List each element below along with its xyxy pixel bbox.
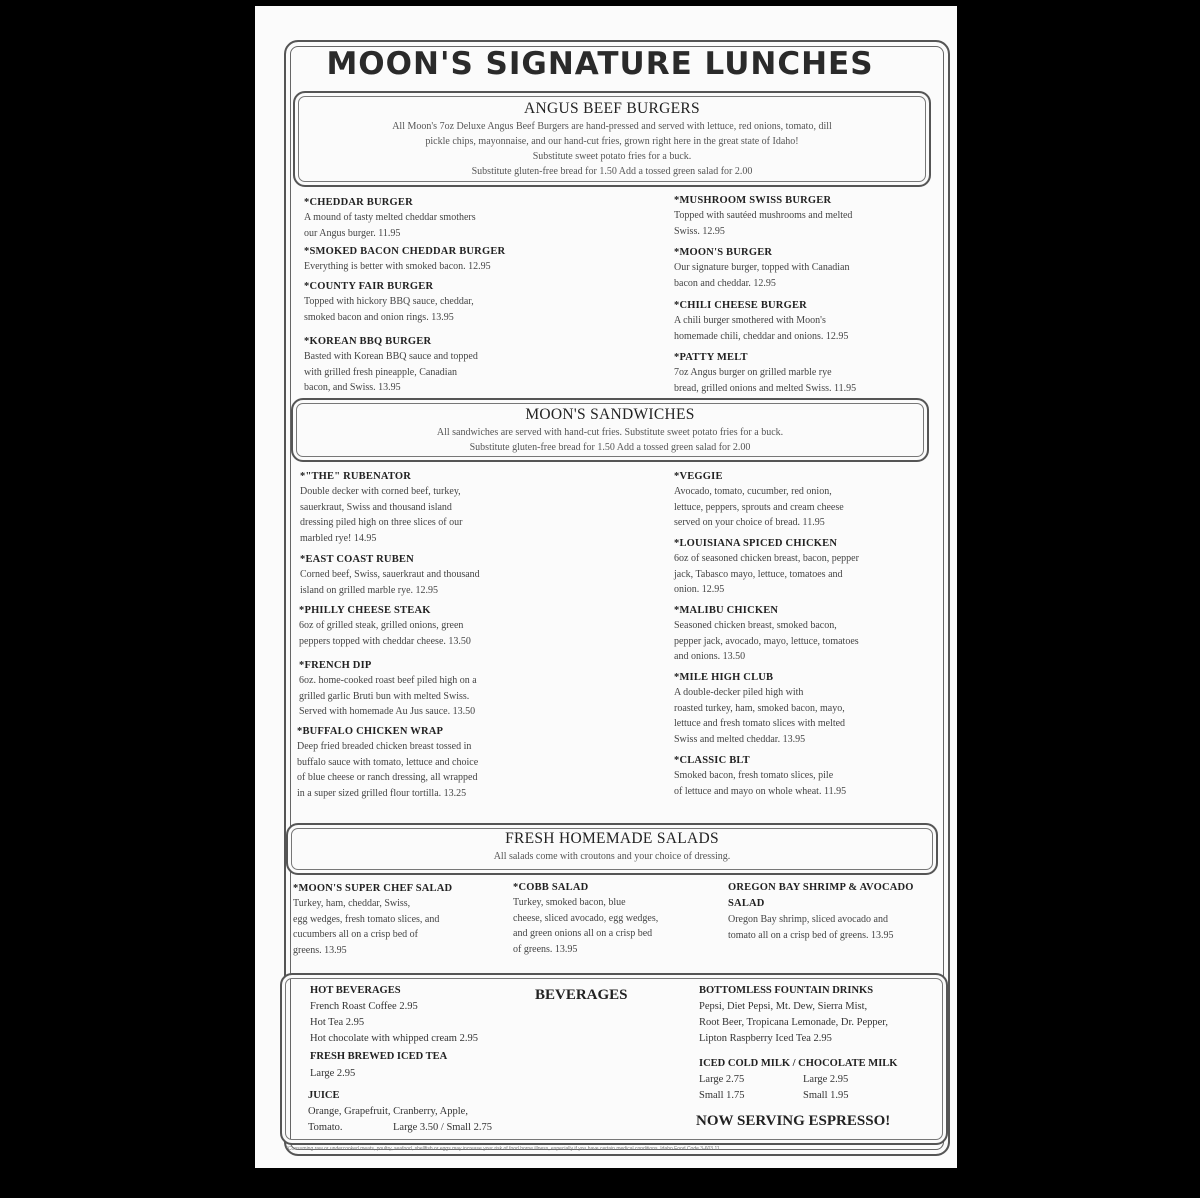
food-safety-footnote: *Consuming raw or undercooked meats, poultry, seafood, shellfish or eggs may increase your risk of food borne illness, especially if you have certain medical conditions. Idaho Food Code 3-603.11: [286, 1146, 720, 1152]
menu-item: *COBB SALAD Turkey, smoked bacon, blue cheese, sliced avocado, egg wedges, and green onions all on a crisp bed of greens. 13.95: [513, 882, 659, 955]
menu-item: *COUNTY FAIR BURGER Topped with hickory BBQ sauce, cheddar, smoked bacon and onion rings. 13.95: [304, 281, 474, 323]
beverage-line: Orange, Grapefruit, Cranberry, Apple,: [308, 1106, 468, 1117]
menu-item: *SMOKED BACON CHEDDAR BURGER Everything is better with smoked bacon. 12.95: [304, 246, 506, 272]
sandwiches-note-2: Substitute gluten-free bread for 1.50 Add a tossed green salad for 2.00: [469, 442, 751, 453]
menu-item: *VEGGIE Avocado, tomato, cucumber, red onion, lettuce, peppers, sprouts and cream cheese served on your choice of bread. 11.95: [674, 471, 844, 528]
burgers-note-1: All Moon's 7oz Deluxe Angus Beef Burgers are hand-pressed and served with lettuce, red onions, tomato, dill: [392, 121, 832, 132]
chocolate-milk-large: Large 2.95: [803, 1074, 849, 1085]
menu-item: *CHEDDAR BURGER A mound of tasty melted cheddar smothers our Angus burger. 11.95: [304, 197, 476, 239]
beverage-line: Lipton Raspberry Iced Tea 2.95: [699, 1033, 832, 1044]
milk-small: Small 1.75: [699, 1090, 745, 1101]
salads-header-box: [286, 823, 938, 875]
menu-item: *MOON'S BURGER Our signature burger, topped with Canadian bacon and cheddar. 12.95: [674, 247, 850, 289]
burgers-heading: ANGUS BEEF BURGERS: [524, 100, 700, 117]
menu-item: *CHILI CHEESE BURGER A chili burger smothered with Moon's homemade chili, cheddar and onions. 12.95: [674, 300, 849, 342]
beverage-line: Pepsi, Diet Pepsi, Mt. Dew, Sierra Mist,: [699, 1001, 868, 1012]
burgers-note-4: Substitute gluten-free bread for 1.50 Add a tossed green salad for 2.00: [471, 166, 753, 177]
menu-item: *CLASSIC BLT Smoked bacon, fresh tomato slices, pile of lettuce and mayo on whole wheat. 11.95: [674, 755, 847, 797]
beverage-line: Large 2.95: [310, 1068, 356, 1079]
menu-item: *"THE" RUBENATOR Double decker with corned beef, turkey, sauerkraut, Swiss and thousand island dressing piled high on three slices of our marbled rye! 14.95: [300, 471, 463, 544]
menu-item: *PHILLY CHEESE STEAK 6oz of grilled steak, grilled onions, green peppers topped with cheddar cheese. 13.50: [299, 605, 471, 647]
menu-item: *KOREAN BBQ BURGER Basted with Korean BBQ sauce and topped with grilled fresh pineapple, Canadian bacon, and Swiss. 13.95: [304, 336, 478, 393]
burgers-note-2: pickle chips, mayonnaise, and our hand-cut fries, grown right here in the great state of Idaho!: [425, 136, 799, 147]
beverage-line: Hot chocolate with whipped cream 2.95: [310, 1033, 478, 1044]
menu-title: MOON'S SIGNATURE LUNCHES: [326, 46, 874, 82]
salads-note: All salads come with croutons and your choice of dressing.: [493, 851, 731, 862]
menu-item: *MILE HIGH CLUB A double-decker piled high with roasted turkey, ham, smoked bacon, mayo, lettuce and fresh tomato slices with melted Swiss and melted cheddar. 13.95: [674, 672, 846, 745]
menu-item: *PATTY MELT 7oz Angus burger on grilled marble rye bread, grilled onions and melted Swiss. 11.95: [674, 352, 857, 394]
juice-sizes: Large 3.50 / Small 2.75: [393, 1122, 492, 1133]
salads-heading: FRESH HOMEMADE SALADS: [505, 830, 719, 847]
burgers-note-3: Substitute sweet potato fries for a buck.: [532, 151, 692, 162]
menu-item: *FRENCH DIP 6oz. home-cooked roast beef piled high on a grilled garlic Bruti bun with melted Swiss. Served with homemade Au Jus sauce. 13.50: [299, 660, 477, 717]
beverages-heading: BEVERAGES: [535, 987, 628, 1003]
beverage-line: Root Beer, Tropicana Lemonade, Dr. Pepper,: [699, 1017, 888, 1028]
menu-item: *BUFFALO CHICKEN WRAP Deep fried breaded chicken breast tossed in buffalo sauce with tomato, lettuce and choice of blue cheese or ranch dressing, all wrapped in a super sized grilled flour tortilla. 13.25: [297, 726, 479, 799]
beverage-line: French Roast Coffee 2.95: [310, 1001, 418, 1012]
milk-heading: ICED COLD MILK / CHOCOLATE MILK: [699, 1058, 898, 1069]
menu-item: OREGON BAY SHRIMP & AVOCADO SALAD Oregon Bay shrimp, sliced avocado and tomato all on a crisp bed of greens. 13.95: [728, 882, 914, 941]
beverage-line: Hot Tea 2.95: [310, 1017, 365, 1028]
sandwiches-header-box: [291, 398, 929, 462]
milk-large: Large 2.75: [699, 1074, 745, 1085]
menu-item: *MOON'S SUPER CHEF SALAD Turkey, ham, cheddar, Swiss, egg wedges, fresh tomato slices, and cucumbers all on a crisp bed of greens. 13.95: [293, 883, 453, 956]
chocolate-milk-small: Small 1.95: [803, 1090, 849, 1101]
fountain-drinks-heading: BOTTOMLESS FOUNTAIN DRINKS: [699, 985, 874, 996]
beverage-line: Tomato.: [308, 1122, 343, 1133]
espresso-banner: NOW SERVING ESPRESSO!: [696, 1113, 891, 1129]
juice-heading: JUICE: [308, 1090, 340, 1101]
hot-beverages-heading: HOT BEVERAGES: [310, 985, 401, 996]
sandwiches-heading: MOON'S SANDWICHES: [525, 406, 695, 423]
sandwiches-note-1: All sandwiches are served with hand-cut fries. Substitute sweet potato fries for a buck.: [436, 427, 784, 438]
menu-item: *MALIBU CHICKEN Seasoned chicken breast, smoked bacon, pepper jack, avocado, mayo, lettuce, tomatoes and onions. 13.50: [674, 605, 859, 662]
menu-item: *LOUISIANA SPICED CHICKEN 6oz of seasoned chicken breast, bacon, pepper jack, Tabasco mayo, lettuce, tomatoes and onion. 12.95: [674, 538, 859, 595]
burgers-header-box: [293, 91, 931, 187]
menu-item: *MUSHROOM SWISS BURGER Topped with sautéed mushrooms and melted Swiss. 12.95: [674, 195, 853, 237]
iced-tea-heading: FRESH BREWED ICED TEA: [310, 1051, 448, 1062]
menu-item: *EAST COAST RUBEN Corned beef, Swiss, sauerkraut and thousand island on grilled marble rye. 12.95: [300, 554, 480, 596]
